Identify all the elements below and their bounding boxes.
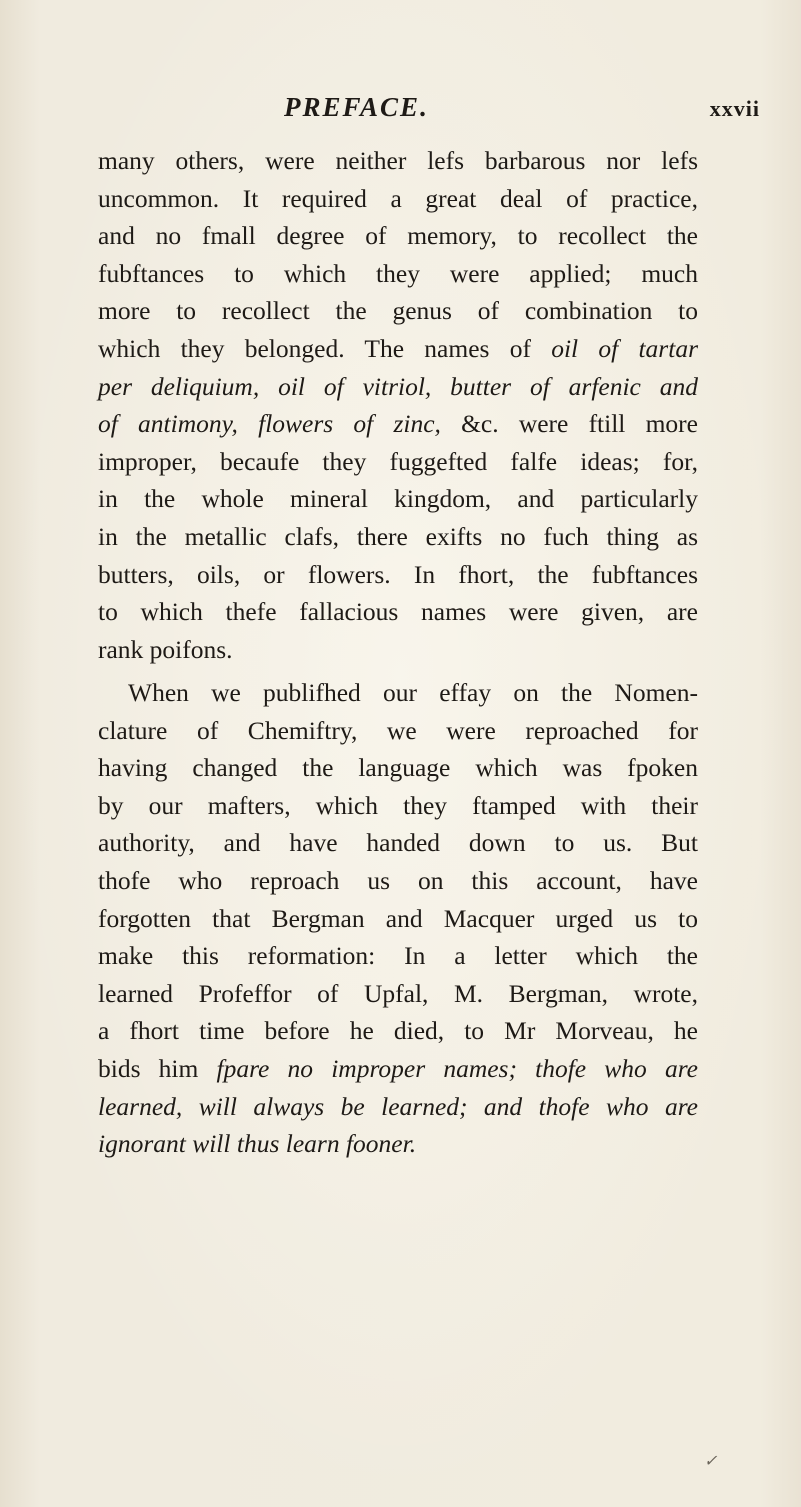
text-segment: in the metallic clafs, there exifts no fuch thing as	[98, 521, 698, 551]
italic-text: ignorant will thus learn fooner.	[98, 1129, 417, 1159]
italic-text: of antimony, flowers of zinc,	[98, 409, 441, 439]
text-line	[98, 217, 698, 255]
text-segment: learned Profeffor of Upfal, M. Bergman, wrote,	[98, 978, 698, 1008]
text-line	[98, 480, 698, 518]
text-line	[98, 674, 698, 712]
text-segment: more to recollect the genus of combination to	[98, 296, 698, 326]
text-line	[98, 862, 698, 900]
text-segment: forgotten that Bergman and Macquer urged us to	[98, 903, 698, 933]
italic-text: fpare no improper names; thofe who are	[216, 1053, 698, 1083]
text-segment: by our mafters, which they ftamped with their	[98, 790, 698, 820]
text-segment: uncommon. It required a great deal of practice,	[98, 183, 698, 213]
text-line	[98, 712, 698, 750]
text-line	[98, 330, 698, 368]
text-line	[98, 593, 698, 631]
italic-text: oil of tartar	[551, 333, 698, 363]
text-segment: to which thefe fallacious names were given, are	[98, 597, 698, 627]
text-segment: butters, oils, or flowers. In fhort, the fubftances	[98, 559, 698, 589]
text-segment: having changed the language which was fpoken	[98, 753, 698, 783]
stray-ink-mark: ✓	[704, 1453, 718, 1470]
text-segment: which they belonged. The names of	[98, 333, 552, 363]
text-segment: a fhort time before he died, to Mr Morveau, he	[98, 1016, 698, 1046]
text-line	[98, 900, 698, 938]
text-segment: thofe who reproach us on this account, have	[98, 865, 698, 895]
text-line	[98, 405, 698, 443]
text-segment: improper, becaufe they fuggefted falfe ideas; for,	[98, 446, 698, 476]
text-segment: and no fmall degree of memory, to recollect the	[98, 221, 698, 251]
text-line	[98, 443, 698, 481]
text-segment: fubftances to which they were applied; much	[98, 258, 698, 288]
text-line	[98, 631, 698, 669]
text-line	[98, 1125, 698, 1163]
paragraph-1	[98, 142, 698, 668]
text-line	[98, 937, 698, 975]
text-line	[98, 518, 698, 556]
text-line	[98, 749, 698, 787]
text-segment: bids him	[98, 1053, 217, 1083]
text-segment: clature of Chemiftry, we were reproached for	[98, 715, 698, 745]
text-line	[98, 975, 698, 1013]
text-segment: make this reformation: In a letter which the	[98, 941, 698, 971]
text-line	[98, 1012, 698, 1050]
text-line	[98, 255, 698, 293]
text-segment: in the whole mineral kingdom, and particularly	[98, 484, 698, 514]
page-header	[60, 92, 760, 132]
text-segment: &c. were ftill more	[440, 409, 698, 439]
text-segment: rank poifons.	[98, 634, 233, 664]
text-line	[98, 368, 698, 406]
text-line	[98, 1050, 698, 1088]
text-line	[98, 787, 698, 825]
text-line	[98, 142, 698, 180]
running-title: PREFACE.	[284, 92, 429, 122]
text-segment: many others, were neither lefs barbarous nor lefs	[98, 146, 698, 175]
text-line	[98, 556, 698, 594]
text-line	[98, 180, 698, 218]
text-line	[98, 292, 698, 330]
text-segment: authority, and have handed down to us. But	[98, 828, 698, 858]
page-number: xxvii	[709, 96, 760, 121]
text-line	[98, 824, 698, 862]
italic-text: per deliquium, oil of vitriol, butter of arfenic and	[98, 371, 698, 401]
paragraph-2	[98, 674, 698, 1163]
text-segment: When we publifhed our effay on the Nomen-	[128, 678, 698, 707]
text-line	[98, 1088, 698, 1126]
italic-text: learned, will always be learned; and thofe who are	[98, 1091, 698, 1121]
